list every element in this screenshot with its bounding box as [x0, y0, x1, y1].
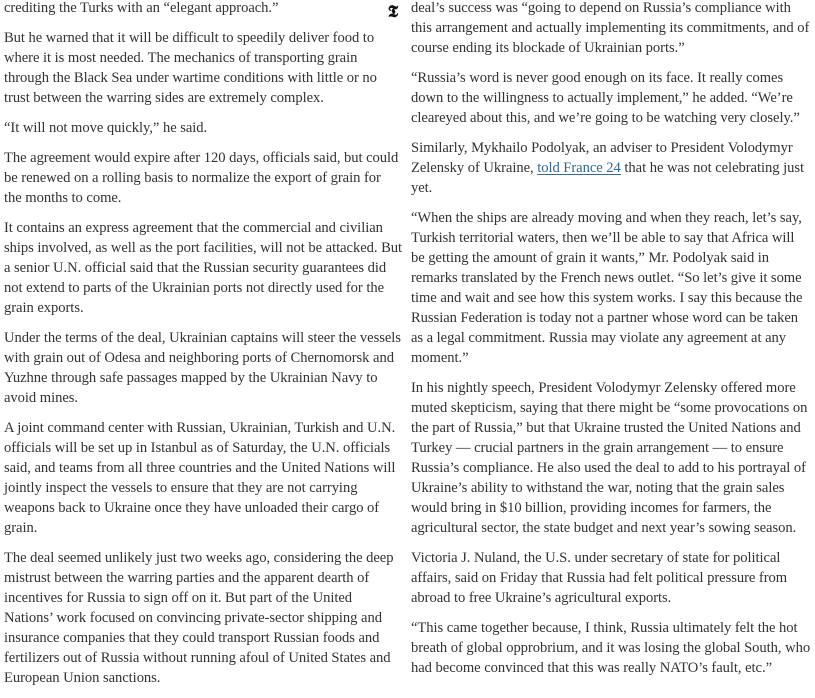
paragraph: crediting the Turks with an “elegant approach.” — [4, 0, 279, 16]
told-france-24-link[interactable]: told France 24 — [537, 160, 621, 176]
paragraph: “It will not move quickly,” he said. — [4, 120, 208, 136]
paragraph: The deal seemed unlikely just two weeks ago, considering the deep mistrust between the warring parties and the apparent dearth of incentives for Russia to sign off on it. But part of the United Nations’ work focused on convincing private-sector shipping and insurance companies that they could transport Russian foods and fertilizers out of Russia without running afoul of United States and European Union sanctions. — [4, 550, 394, 686]
paragraph: The agreement would expire after 120 days, officials said, but could be renewed on a rolling basis to normalize the export of grain for the months to come. — [4, 150, 399, 206]
paragraph: deal’s success was “going to depend on Russia’s compliance with this arrangement and actually implementing its commitments, and of course ending its blockade of Ukrainian ports.” — [411, 0, 810, 56]
paragraph: “This came together because, I think, Russia ultimately felt the hot breath of global opprobrium, and it was losing the global South, who had become convinced that this was really NATO’s fault, etc.” — [411, 620, 811, 676]
paragraph: It contains an express agreement that the commercial and civilian ships involved, as well as the port facilities, will not be attacked. But a senior U.N. official said that the Russian security guarantees did not extend to parts of the Ukrainian ports not directly used for the grain exports. — [4, 220, 402, 316]
paragraph-with-link — [411, 138, 811, 198]
paragraph: Under the terms of the deal, Ukrainian captains will steer the vessels with grain out of Odesa and neighboring ports of Chernomorsk and Yuzhne through safe passages mapped by the Ukrainian Navy to avoid mines. — [4, 330, 401, 406]
text: that he was not celebrating just yet. — [411, 160, 804, 196]
paragraph: Victoria J. Nuland, the U.S. under secretary of state for political affairs, said on Friday that Russia had felt political pressure from abroad to free Ukraine’s agricultural exports. — [411, 550, 788, 606]
paragraph: But he warned that it will be difficult to speedily deliver food to where it is most needed. The mechanics of transporting grain through the Black Sea under wartime conditions with little or no trust between the warring sides are extremely complex. — [4, 30, 377, 106]
paragraph: “When the ships are already moving and when they reach, let’s say, Turkish territorial waters, then we’ll be able to say that Africa will be getting the amount of grain it wants,” Mr. Podolyak said in remarks translated by the French news outlet. “So let’s give it some time and wait and see how this system works. I say this because the Russian Federation is today not a partner whose word can be taken as a legal commitment. Russia may violate any agreement at any moment.” — [411, 210, 803, 366]
nyt-logo-icon[interactable]: 𝕿 — [387, 2, 399, 22]
article-column-right — [411, 0, 811, 688]
article-column-left — [4, 0, 402, 698]
paragraph: A joint command center with Russian, Ukrainian, Turkish and U.N. officials will be set up in Istanbul as of Saturday, the U.N. officials said, and teams from all three countries and the United Nations will jointly inspect the vessels to ensure that they are not carrying weapons back to Ukraine once they have unloaded their cargo of grain. — [4, 420, 396, 536]
text: Similarly, Mykhailo Podolyak, an adviser to President Volodymyr Zelensky of Ukraine, — [411, 140, 793, 176]
paragraph: In his nightly speech, President Volodymyr Zelensky offered more muted skepticism, saying that there might be “some provocations on the part of Russia,” but that Ukraine trusted the United Nations and Turkey — crucial partners in the grain arrangement — to ensure Russia’s compliance. He also used the deal to add to his portrayal of Ukraine’s ability to withstand the war, noting that the grain sales would bring in $10 billion, providing incomes for farmers, the agricultural sector, the state budget and next year’s sowing season. — [411, 380, 808, 536]
paragraph: “Russia’s word is never good enough on its face. It really comes down to the willingness to actually implement,” he added. “We’re cleareyed about this, and we’re going to be watching very closely.” — [411, 70, 800, 126]
